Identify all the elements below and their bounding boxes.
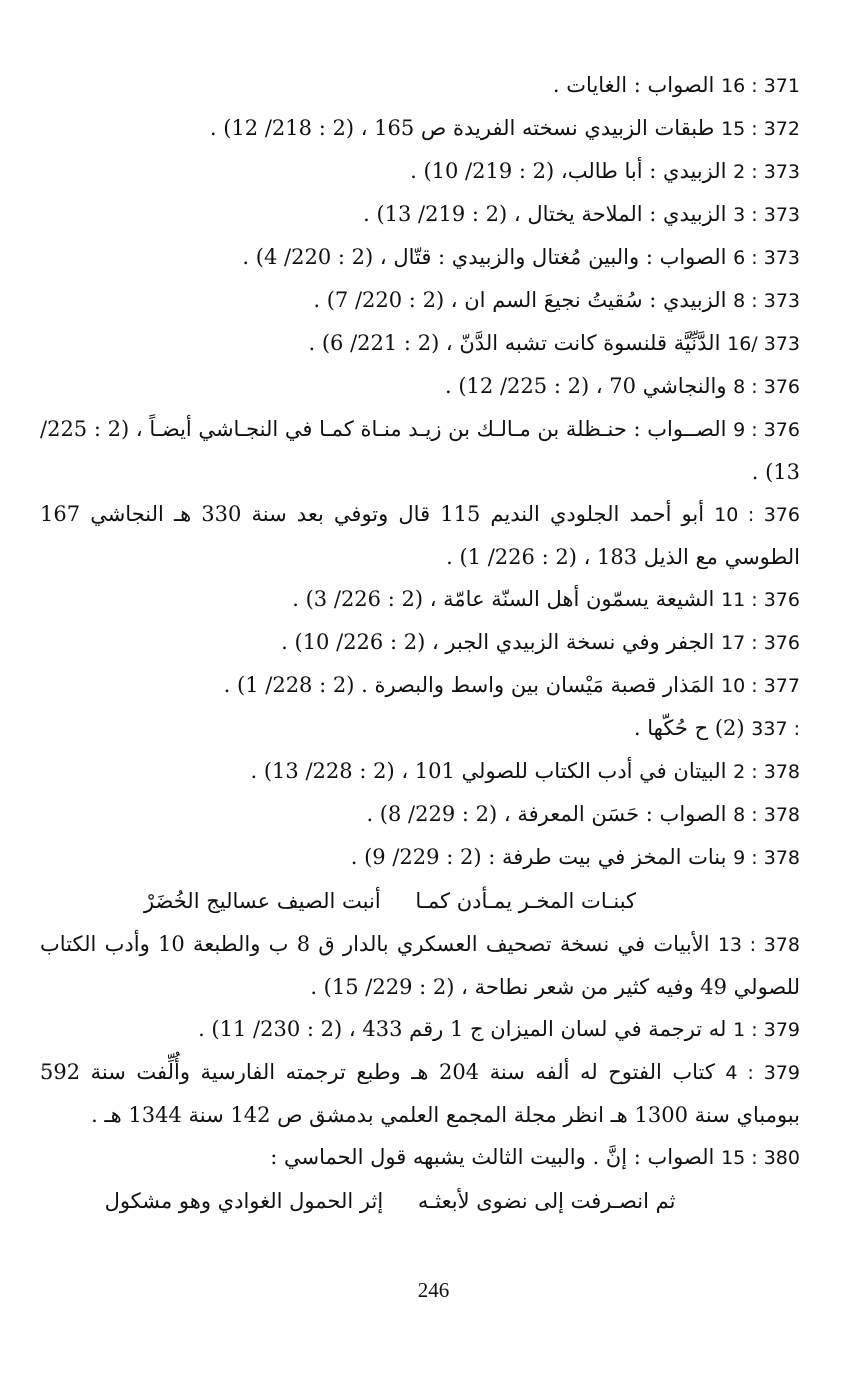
entry-text: طبقات الزبيدي نسخته الفريدة ص 165 ، (2 : 218/ 12) . (209, 116, 715, 140)
entry-text: البيتان في أدب الكتاب للصولي 101 ، (2 : 228/ 13) . (250, 759, 727, 783)
list-item (40, 193, 800, 236)
entry-text: الصواب : والبين مُغتال والزبيدي : قتّال ، (2 : 220/ 4) . (242, 245, 727, 269)
entry-text: الشيعة يسمّون أهل السنّة عامّة ، (2 : 226/ 3) . (292, 587, 715, 611)
entry-reference: 6 : 373 (733, 247, 800, 269)
list-item (40, 923, 800, 1008)
entry-text: والنجاشي 70 ، (2 : 225/ 12) . (445, 374, 727, 398)
list-item (40, 1136, 800, 1179)
entry-text: الزبيدي : أبا طالب، (2 : 219/ 10) . (410, 159, 727, 183)
entry-reference: 15 : 380 (721, 1147, 800, 1169)
list-item (40, 365, 800, 408)
list-item (40, 750, 800, 793)
entry-reference: 17 : 376 (721, 632, 800, 654)
entry-text: الصواب : حَسَن المعرفة ، (2 : 229/ 8) . (366, 802, 727, 826)
list-item (40, 236, 800, 279)
entry-reference: 11 : 376 (721, 589, 800, 611)
entry-text: (2) ح حُكّها . (633, 716, 745, 740)
entry-text: أبو أحمد الجلودي النديم 115 قال وتوفي بعد سنة 330 هـ النجاشي 167 الطوسي مع الذيل 183 ، (2 : 226/ 1) . (40, 502, 800, 569)
entry-text: بنات المخز في بيت طرفة : (2 : 229/ 9) . (350, 845, 727, 869)
entry-reference: 13 : 378 (717, 934, 800, 956)
list-item (40, 1008, 800, 1051)
entry-reference: 16/ 373 (727, 333, 800, 355)
entry-reference: 3 : 373 (733, 204, 800, 226)
entry-reference: 337 : (751, 718, 800, 740)
list-item (40, 322, 800, 365)
entry-text: الأبيات في نسخة تصحيف العسكري بالدار ق 8 ب والطبعة 10 وأدب الكتاب للصولي 49 وفيه كثير من شعر نطاحة ، (2 : 229/ 15) . (40, 932, 800, 999)
entry-reference: 8 : 373 (733, 290, 800, 312)
list-item (40, 836, 800, 879)
entry-text: كتاب الفتوح له ألفه سنة 204 هـ وطبع ترجمته الفارسية وأُلِّفت سنة 592 ببومباي سنة 1300 هـ انظر مجلة المجمع العلمي بدمشق ص 142 سنة 1344 هـ . (40, 1060, 800, 1127)
list-item (40, 408, 800, 493)
list-item (40, 107, 800, 150)
entry-reference: 2 : 373 (733, 161, 800, 183)
entry-reference: 1 : 379 (733, 1019, 800, 1041)
entry-reference: 10 : 376 (714, 504, 800, 526)
entry-text: المَذار قصبة مَيْسان بين واسط والبصرة . (2 : 228/ 1) . (223, 673, 715, 697)
page-number: 246 (417, 1278, 450, 1302)
list-item (40, 64, 800, 107)
entry-text: الصــواب : حنـظلة بن مـالـك بن زيـد منـاة كمـا في النجـاشي أيضـاً ، (2 : 225/ 13) . (40, 417, 800, 484)
entry-reference: 10 : 377 (721, 675, 800, 697)
list-item (40, 493, 800, 578)
entry-text: الجفر وفي نسخة الزبيدي الجبر ، (2 : 226/ 10) . (281, 630, 715, 654)
verse-first-hemistich: كبنـات المخـر يمـأدن كمـا (415, 889, 637, 913)
entry-text: الزبيدي : سُقيتُ نجيعَ السم ان ، (2 : 220/ 7) . (313, 288, 727, 312)
entry-reference: 2 : 378 (733, 761, 800, 783)
verse-first-hemistich: ثم انصـرفت إلى نضوى لأبعثـه (417, 1189, 676, 1213)
list-item (40, 150, 800, 193)
list-item (40, 707, 800, 750)
entry-reference: 15 : 372 (721, 118, 800, 140)
list-item (40, 793, 800, 836)
entry-text: الصواب : إنَّ . والبيت الثالث يشبهه قول الحماسي : (270, 1145, 715, 1169)
entry-text: الزبيدي : الملاحة يختال ، (2 : 219/ 13) . (363, 202, 727, 226)
verse-second-hemistich: أنبت الصيف عساليج الخُضَرْ (143, 889, 381, 913)
entry-reference: 8 : 378 (733, 804, 800, 826)
list-item (40, 621, 800, 664)
poem-verse (40, 1179, 800, 1223)
verse-second-hemistich: إثر الحمول الغوادي وهو مشكول (104, 1189, 384, 1213)
entry-text: الصواب : الغايات . (552, 73, 715, 97)
list-item (40, 578, 800, 621)
entry-text: له ترجمة في لسان الميزان ج 1 رقم 433 ، (2 : 230/ 11) . (198, 1017, 727, 1041)
entry-reference: 4 : 379 (725, 1062, 800, 1084)
entry-text: الدَّنِّيَّة قلنسوة كانت تشبه الدَّنّ ، (2 : 221/ 6) . (308, 331, 721, 355)
entry-reference: 9 : 378 (733, 847, 800, 869)
list-item (40, 279, 800, 322)
poem-verse (40, 879, 800, 923)
entries-list (40, 64, 800, 1223)
entry-reference: 8 : 376 (733, 376, 800, 398)
list-item (40, 664, 800, 707)
entry-reference: 16 : 371 (721, 75, 800, 97)
entry-reference: 9 : 376 (733, 419, 800, 441)
list-item (40, 1051, 800, 1136)
